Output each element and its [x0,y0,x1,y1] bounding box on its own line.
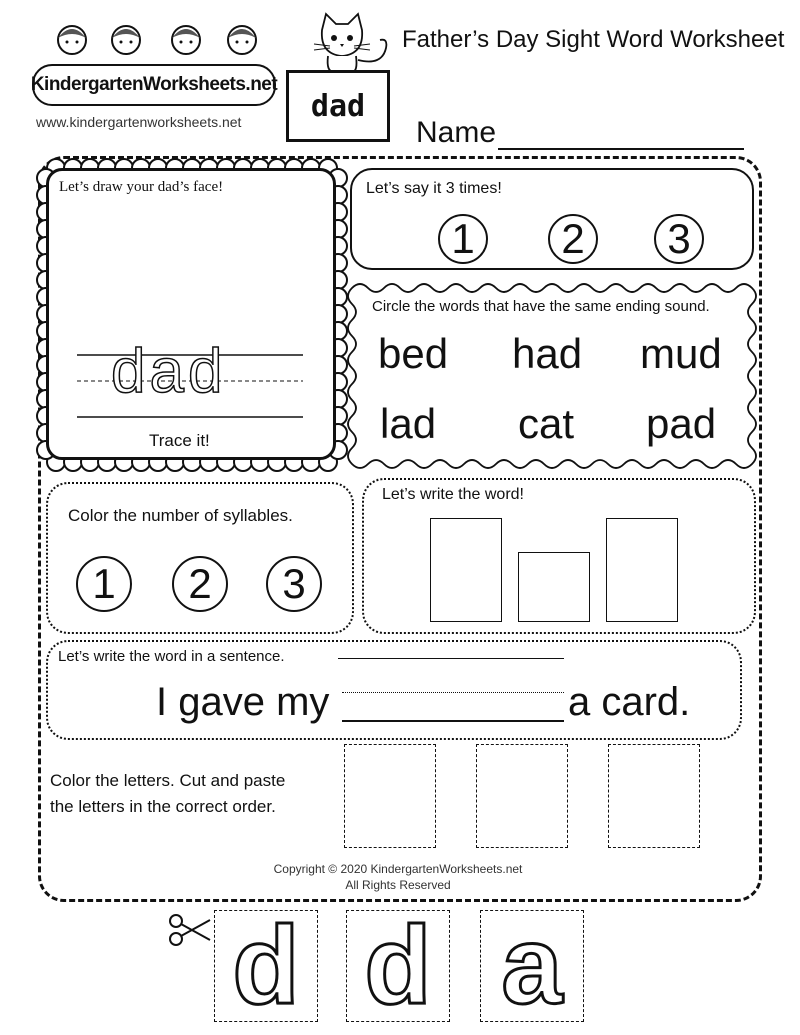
syllable-option-3[interactable]: 3 [266,556,322,612]
copyright [258,862,538,893]
scissors-icon [166,912,214,948]
write-prompt: Let’s write the word! [382,486,524,503]
rights-line: All Rights Reserved [345,877,451,892]
letter-box-tall-1[interactable] [430,518,502,622]
paste-box-3[interactable] [608,744,700,848]
paste-box-1[interactable] [344,744,436,848]
letter-box-tall-2[interactable] [606,518,678,622]
draw-prompt: Let’s draw your dad’s face! [59,179,224,195]
draw-face-panel[interactable] [46,168,336,460]
syllables-prompt: Color the number of syllables. [68,506,293,525]
say-count-1[interactable]: 1 [438,214,488,264]
cutout-letter-3[interactable] [480,904,584,1027]
rhyme-word-mud[interactable]: mud [640,330,722,377]
syllables-panel [46,482,354,634]
cutout-letter-1-glyph: d [232,904,300,1027]
say-count-3[interactable]: 3 [654,214,704,264]
trace-label: Trace it! [149,431,210,450]
say-it-panel [350,168,754,270]
cut-paste-line-2: the letters in the correct order. [50,797,276,817]
name-field-line[interactable] [498,148,744,150]
sentence-end: a card. [568,680,691,724]
rhyme-word-lad[interactable]: lad [380,400,437,447]
rhyme-word-pad[interactable]: pad [646,400,717,447]
rhyme-prompt: Circle the words that have the same ending sound. [372,298,710,315]
paste-box-2[interactable] [476,744,568,848]
trace-word[interactable]: dad [111,337,227,406]
syllable-option-2[interactable]: 2 [172,556,228,612]
cat-mascot-icon [300,10,400,74]
cut-paste-line-1: Color the letters. Cut and paste [50,771,286,790]
site-logo: KindergartenWorksheets.net [32,64,276,106]
cutout-letter-2-glyph: d [364,904,432,1027]
cutout-letter-3-glyph: a [501,904,563,1027]
say-prompt: Let’s say it 3 times! [366,180,502,197]
cutout-letter-1[interactable] [214,904,318,1027]
sentence-prompt: Let’s write the word in a sentence. [58,648,285,665]
sentence-panel [46,640,742,740]
rhyme-word-bed[interactable]: bed [378,330,449,377]
letter-box-short[interactable] [518,552,590,622]
cutout-letter-2[interactable] [346,904,450,1027]
sight-word-card: dad [286,70,390,142]
site-url: www.kindergartenworksheets.net [36,114,242,130]
kids-logo-illustration [44,18,270,64]
rhyme-word-had[interactable]: had [512,330,583,377]
sentence-start: I gave my [156,680,330,724]
rhyme-word-cat[interactable]: cat [518,400,575,447]
name-label: Name [416,116,497,149]
copyright-line: Copyright © 2020 KindergartenWorksheets.net [273,862,523,876]
worksheet-title: Father’s Day Sight Word Worksheet [402,26,785,53]
cut-paste-instructions [50,768,285,821]
syllable-option-1[interactable]: 1 [76,556,132,612]
say-count-2[interactable]: 2 [548,214,598,264]
write-word-panel [362,478,756,634]
sentence-top-line [338,658,564,659]
sentence-blank[interactable] [342,692,564,722]
